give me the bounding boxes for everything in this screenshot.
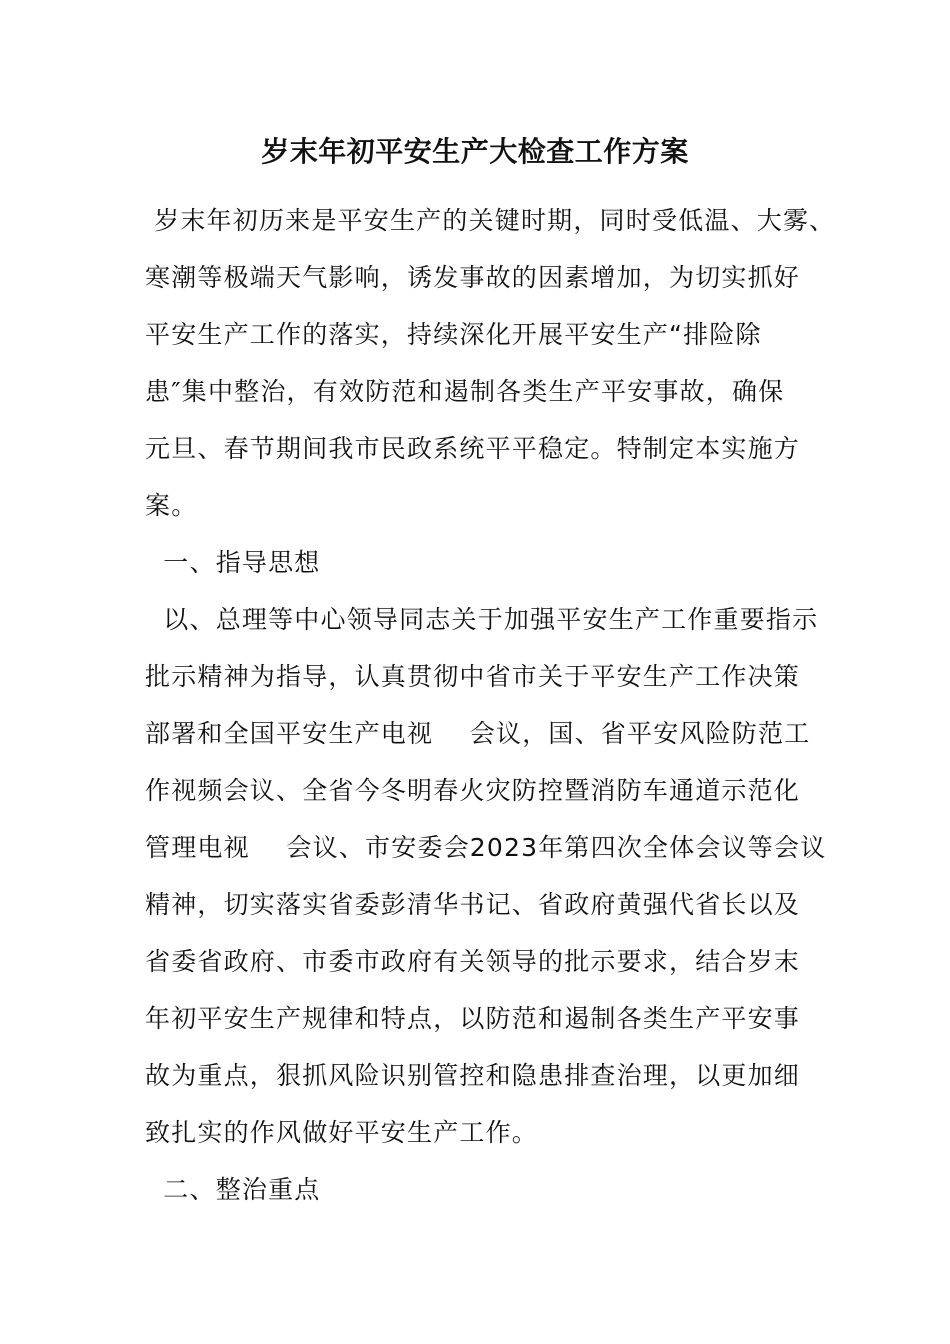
paragraph-line: 年初平安生产规律和特点，以防范和遏制各类生产平安事 — [145, 1004, 801, 1033]
paragraph-line: 平安生产工作的落实，持续深化开展平安生产“排险除 — [145, 320, 762, 349]
paragraph-line: 案。 — [145, 491, 198, 520]
paragraph-line: 患″集中整治，有效防范和遏制各类生产平安事故，确保 — [145, 377, 785, 406]
paragraph-line: 致扎实的作风做好平安生产工作。 — [145, 1118, 539, 1147]
section-heading-key-rectification: 二、整治重点 — [145, 1175, 321, 1204]
paragraph-line: 元旦、春节期间我市民政系统平平稳定。特制定本实施方 — [145, 434, 801, 463]
paragraph-line: 管理电视 会议、市安委会2023年第四次全体会议等会议 — [145, 833, 827, 862]
paragraph-line: 岁末年初历来是平安生产的关键时期，同时受低温、大雾、 — [145, 206, 836, 235]
paragraph-line: 精神，切实落实省委彭清华书记、省政府黄强代省长以及 — [145, 890, 801, 919]
section-heading-guiding-ideology: 一、指导思想 — [145, 548, 321, 577]
paragraph-line: 批示精神为指导，认真贯彻中省市关于平安生产工作决策 — [145, 662, 801, 691]
document-title: 岁末年初平安生产大检查工作方案 — [261, 135, 689, 168]
paragraph-line: 作视频会议、全省今冬明春火灾防控暨消防车通道示范化 — [145, 776, 801, 805]
paragraph-line: 寒潮等极端天气影响，诱发事故的因素增加，为切实抓好 — [145, 263, 801, 292]
paragraph-line: 部署和全国平安生产电视 会议，国、省平安风险防范工 — [145, 719, 811, 748]
paragraph-line: 省委省政府、市委市政府有关领导的批示要求，结合岁末 — [145, 947, 801, 976]
paragraph-line: 故为重点，狠抓风险识别管控和隐患排查治理，以更加细 — [145, 1061, 801, 1090]
paragraph-line: 以、总理等中心领导同志关于加强平安生产工作重要指示 — [145, 605, 819, 634]
